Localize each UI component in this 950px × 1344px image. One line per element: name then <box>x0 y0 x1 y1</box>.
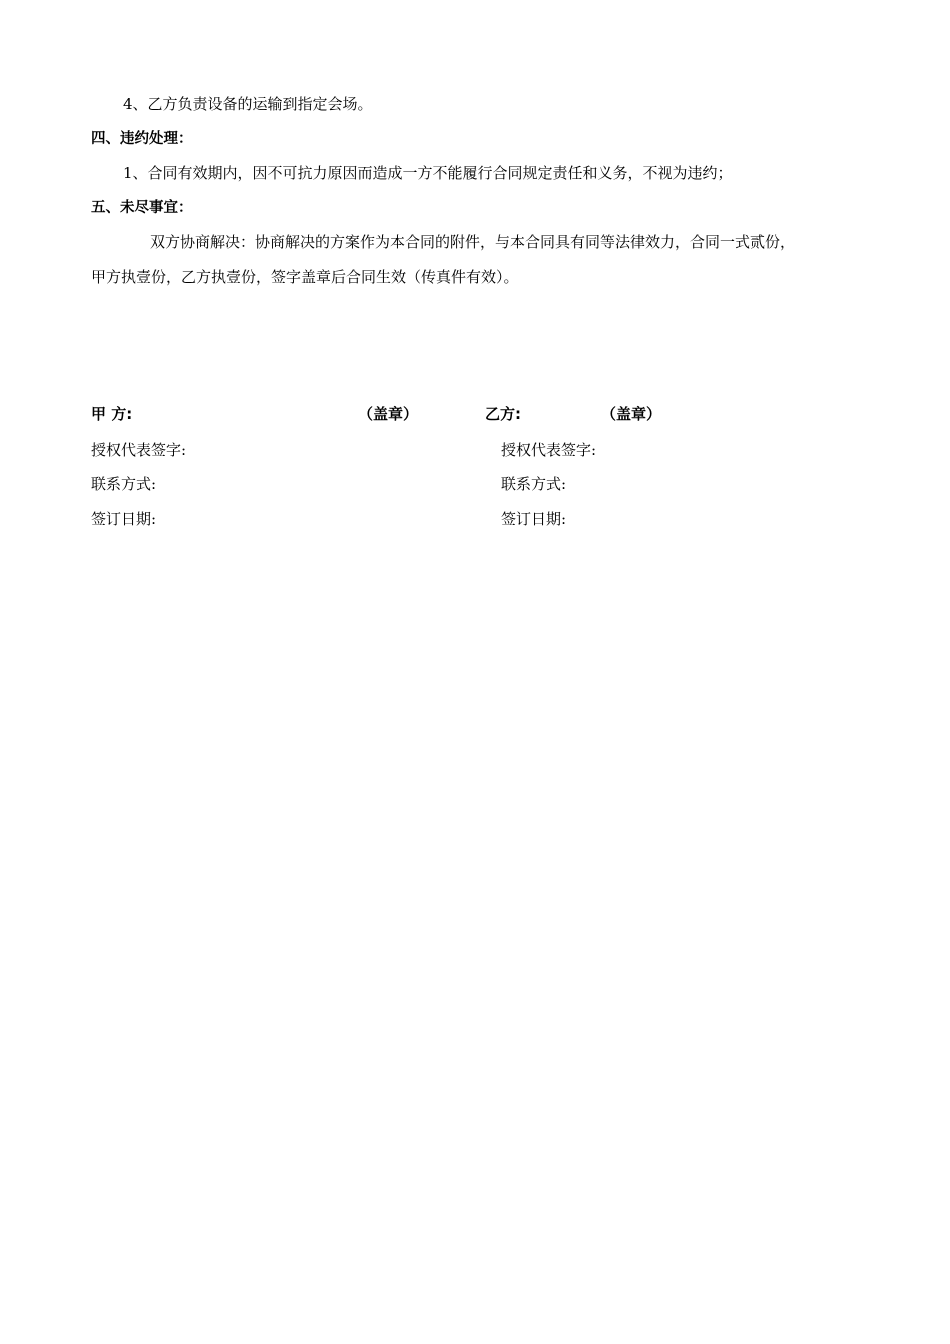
party-b-label: 乙方: <box>485 405 521 423</box>
party-a-label: 甲 方: <box>91 405 133 423</box>
section-4-item-1: 1、合同有效期内，因不可抗力原因而造成一方不能履行合同规定责任和义务，不视为违约； <box>123 164 733 182</box>
party-a-seal: （盖章） <box>358 405 419 423</box>
party-b-rep-signature: 授权代表签字: <box>501 441 597 459</box>
section-4-heading: 四、违约处理： <box>91 131 193 147</box>
party-a-sign-date: 签订日期: <box>91 510 157 528</box>
section-5-text-line-1: 双方协商解决：协商解决的方案作为本合同的附件，与本合同具有同等法律效力，合同一式贰份， <box>150 233 796 251</box>
party-b-sign-date: 签订日期: <box>501 510 567 528</box>
party-a-rep-signature: 授权代表签字: <box>91 441 187 459</box>
section-5-heading: 五、未尽事宜： <box>91 200 193 216</box>
section-5-text-line-2: 甲方执壹份，乙方执壹份，签字盖章后合同生效（传真件有效）。 <box>91 268 519 286</box>
clause-item-4: 4、乙方负责设备的运输到指定会场。 <box>123 95 373 113</box>
party-b-contact: 联系方式: <box>501 475 567 493</box>
party-b-seal: （盖章） <box>601 405 662 423</box>
party-a-contact: 联系方式: <box>91 475 157 493</box>
